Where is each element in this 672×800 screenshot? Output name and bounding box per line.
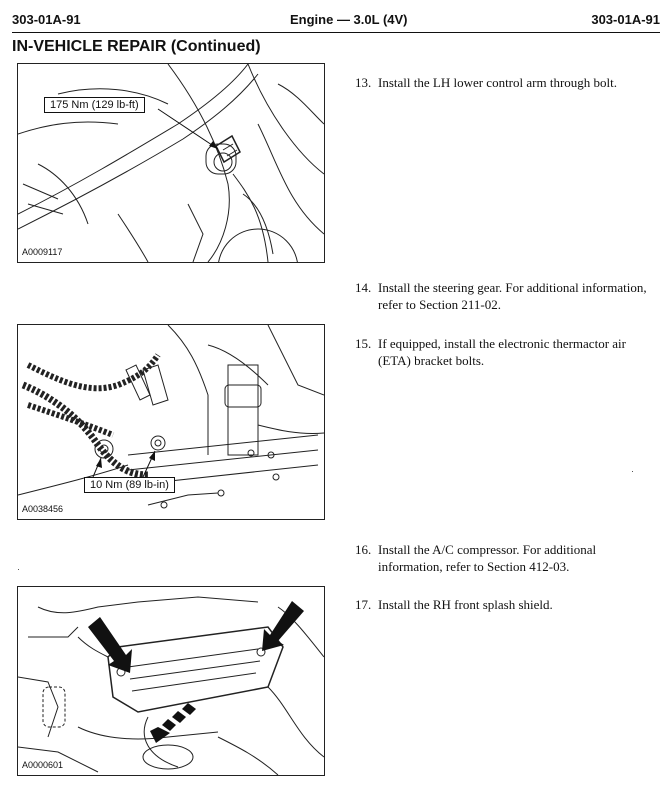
header-section-number-right: 303-01A-91 [591, 12, 660, 27]
torque-callout-10nm: 10 Nm (89 lb-in) [84, 477, 175, 493]
figure-eta-bracket [17, 324, 325, 520]
step-text: Install the RH front splash shield. [378, 597, 553, 612]
figure-splash-shield-drawing [18, 587, 324, 775]
header-section-number-left: 303-01A-91 [12, 12, 81, 27]
section-title: IN-VEHICLE REPAIR (Continued) [12, 38, 261, 55]
figure-lower-control-arm-drawing [18, 64, 324, 262]
header-title: Engine — 3.0L (4V) [290, 12, 408, 27]
scan-speck [632, 471, 633, 472]
figure-id: A0009117 [22, 247, 63, 257]
figure-id: A0000601 [22, 760, 64, 770]
step-text: If equipped, install the electronic thermactor air (ETA) bracket bolts. [378, 336, 626, 368]
step-number: 17. [355, 597, 372, 612]
header-rule [12, 32, 660, 33]
step-text: Install the LH lower control arm through bolt. [378, 75, 618, 90]
figure-lower-control-arm [17, 63, 325, 263]
step-number: 16. [355, 542, 372, 557]
step-text: Install the steering gear. For additional information, refer to Section 211-02. [378, 280, 647, 312]
step-number: 15. [355, 336, 372, 351]
step-number: 14. [355, 280, 372, 295]
page-header [12, 8, 660, 30]
step-text: Install the A/C compressor. For additional information, refer to Section 412-03. [378, 542, 597, 574]
step-number: 13. [355, 75, 372, 90]
scan-speck [18, 569, 19, 570]
figure-splash-shield [17, 586, 325, 776]
figure-id: A0038456 [22, 504, 64, 514]
torque-callout-175nm: 175 Nm (129 lb-ft) [44, 97, 145, 113]
